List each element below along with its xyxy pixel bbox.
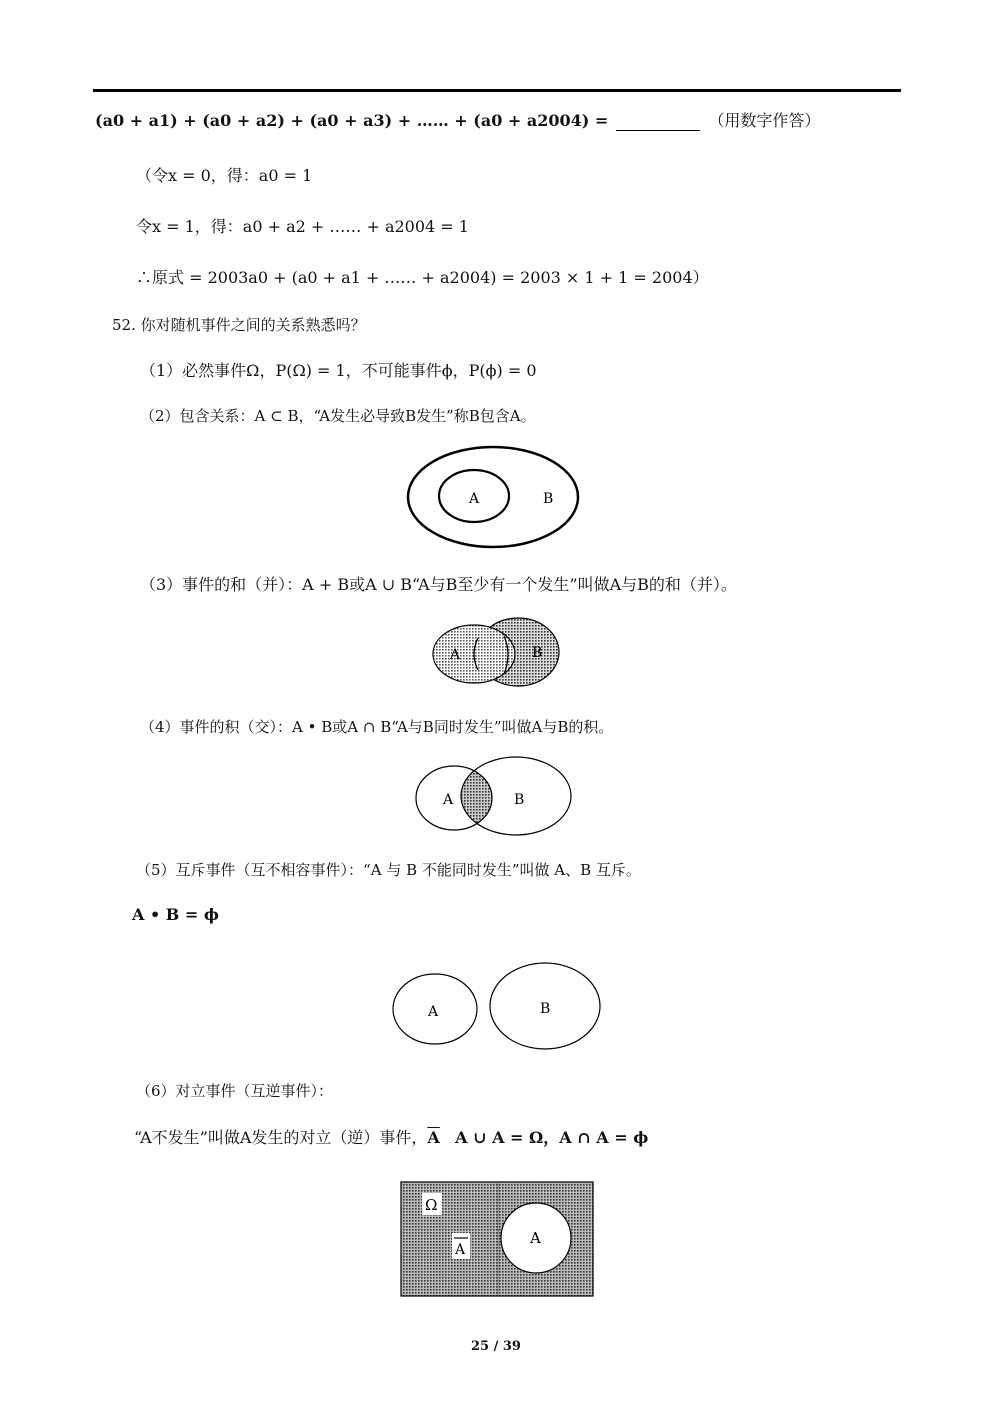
answer-blank: [616, 112, 700, 131]
header-rule: [93, 89, 901, 92]
diagram-union: [430, 616, 562, 692]
item-6-line: [134, 1125, 648, 1148]
solution-line-1: （令x = 0，得：a0 = 1: [136, 166, 313, 185]
solution-line-2: 令x = 1，得：a0 + a2 + …… + a2004 = 1: [136, 217, 469, 236]
exclusive-label-a: A: [428, 1004, 439, 1020]
diagram-exclusive: [390, 960, 604, 1054]
intersection-label-a: A: [443, 792, 454, 808]
item-3: （3）事件的和（并）：A + B或A ∪ B“A与B至少有一个发生”叫做A与B的和（并）。: [140, 575, 737, 594]
section-heading: 52. 你对随机事件之间的关系熟悉吗？: [112, 316, 366, 334]
label-a: A: [469, 491, 480, 507]
formula-sum-note: （用数字作答）: [708, 111, 821, 130]
a-complement: $\overline{A}$: [427, 1128, 440, 1147]
page-number: 25 / 39: [471, 1339, 521, 1354]
diagram-complement: [400, 1181, 595, 1298]
solution-line-3: ∴原式 = 2003a0 + (a0 + a1 + …… + a2004) = 2003 × 1 + 1 = 2004）: [136, 268, 709, 287]
item-4: （4）事件的积（交）：A • B或A ∩ B“A与B同时发生”叫做A与B的积。: [140, 718, 614, 736]
union-label-b: B: [532, 645, 543, 661]
abar-label: A: [455, 1242, 466, 1258]
diagram-intersection: [413, 755, 575, 837]
item-6: （6）对立事件（互逆事件）：: [136, 1082, 334, 1100]
item-1: （1）必然事件Ω，P(Ω) = 1，不可能事件ϕ，P(ϕ) = 0: [140, 361, 537, 380]
label-b: B: [543, 491, 554, 507]
formula-sum-lhs: (a0 + a1) + (a0 + a2) + (a0 + a3) + …… + (a0 + a2004) =: [95, 111, 609, 130]
exclusive-label-b: B: [540, 1001, 551, 1017]
union-label-a: A: [450, 647, 461, 663]
item-6-formula: A ∪ A = Ω，A ∩ A = ϕ: [455, 1128, 649, 1147]
complement-label-a: A: [530, 1229, 541, 1247]
intersection-label-b: B: [514, 792, 525, 808]
item-5-formula: A • B = ϕ: [132, 905, 219, 924]
item-5: （5）互斥事件（互不相容事件）：“A 与 B 不能同时发生”叫做 A、B 互斥。: [136, 861, 641, 879]
formula-sum-line: [95, 108, 820, 131]
diagram-inclusion: [405, 445, 583, 551]
item-2: （2）包含关系：A ⊂ B，“A发生必导致B发生”称B包含A。: [140, 407, 536, 425]
item-6-desc: “A不发生”叫做A发生的对立（逆）事件，: [134, 1128, 428, 1147]
omega-label: Ω: [425, 1196, 438, 1214]
